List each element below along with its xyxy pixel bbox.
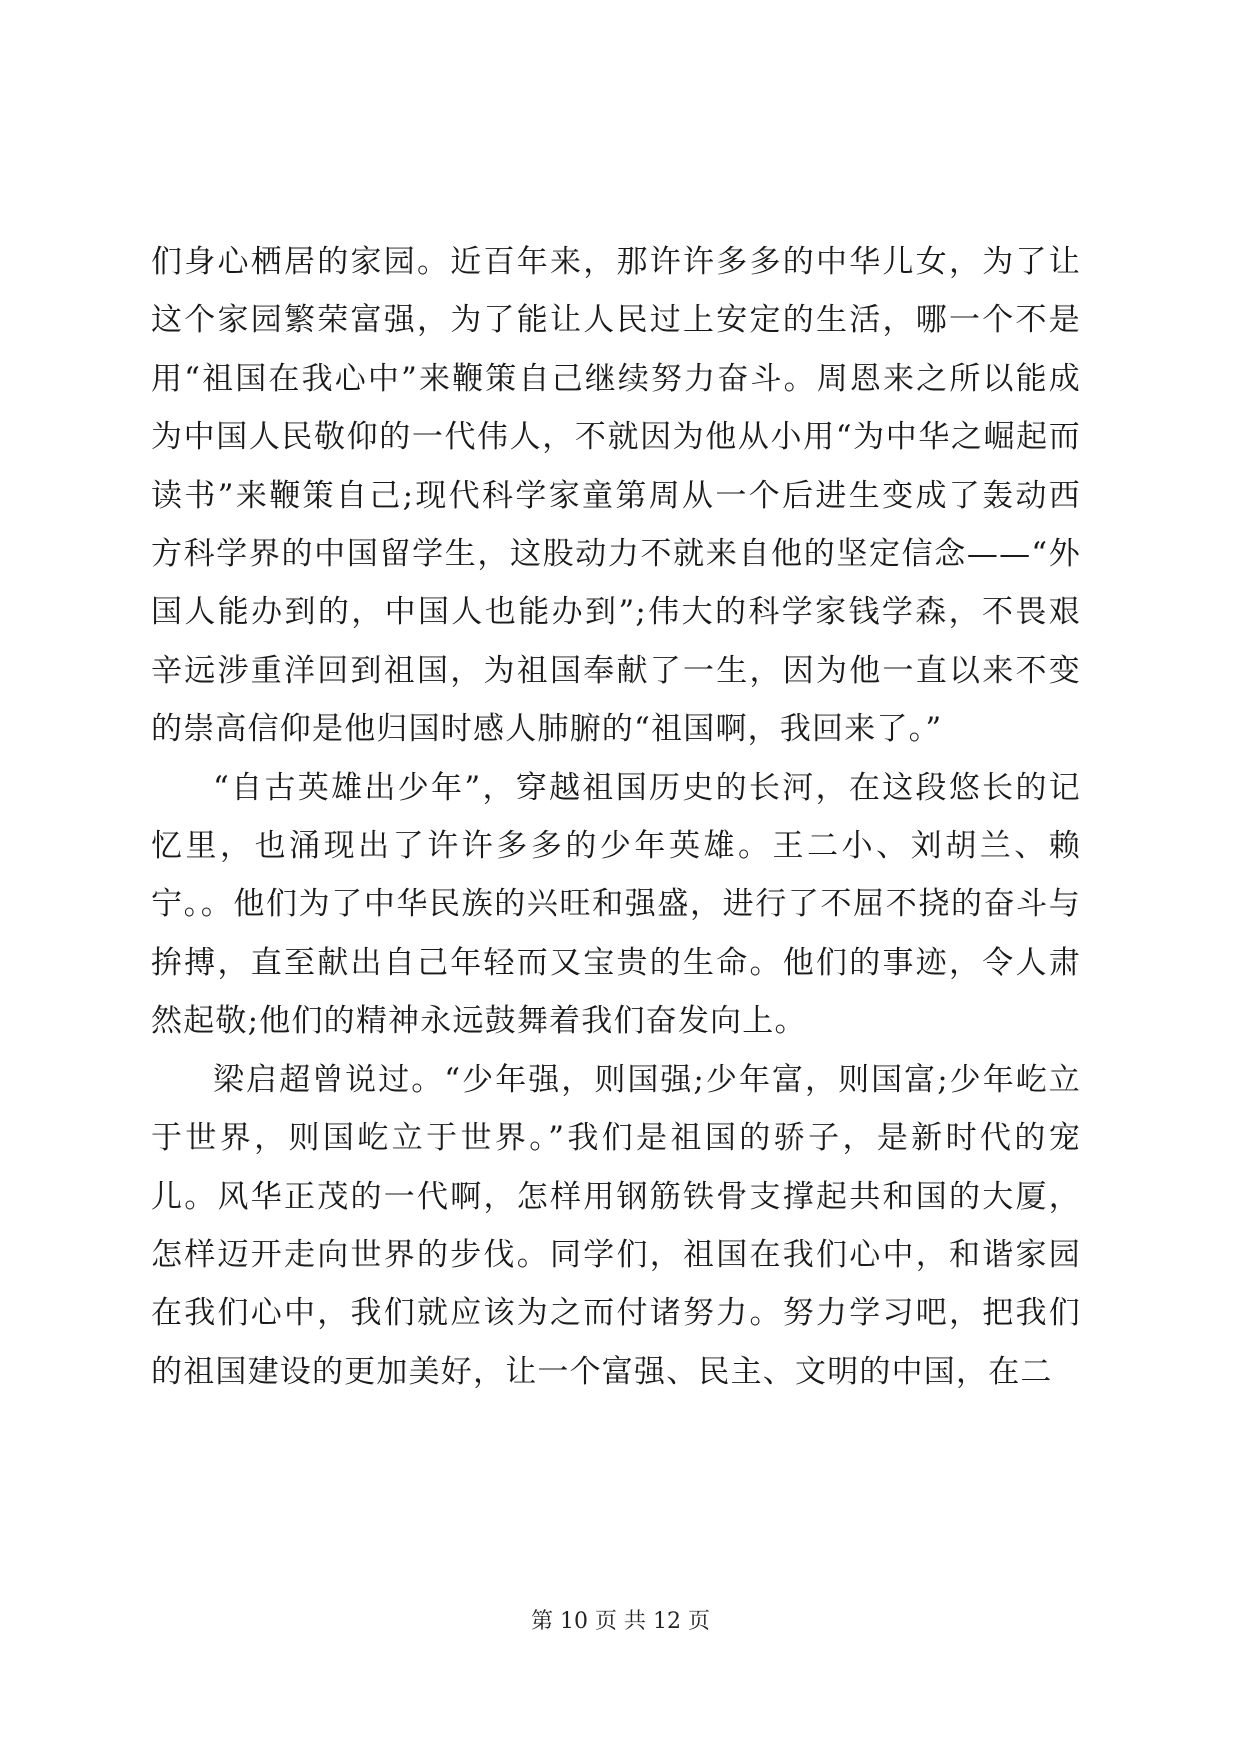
paragraph-2: “自古英雄出少年”，穿越祖国历史的长河，在这段悠长的记忆里，也涌现出了许许多多的少年英雄。王二小、刘胡兰、赖宁。。他们为了中华民族的兴旺和强盛，进行了不屈不挠的奋斗与拚搏，直至献出自己年轻而又宝贵的生命。他们的事迹，令人肃然起敬;他们的精神永远鼓舞着我们奋发向上。 <box>151 769 1081 1040</box>
page-number-footer: 第 10 页 共 12 页 <box>531 1609 710 1634</box>
paragraph-3: 梁启超曾说过。“少年强，则国强;少年富，则国富;少年屹立于世界，则国屹立于世界。”我们是祖国的骄子，是新时代的宠儿。风华正茂的一代啊，怎样用钢筋铁骨支撑起共和国的大厦，怎样迈开走向世界的步伐。同学们，祖国在我们心中，和谐家园在我们心中，我们就应该为之而付诸努力。努力学习吧，把我们的祖国建设的更加美好，让一个富强、民主、文明的中国，在二 <box>151 1061 1081 1390</box>
document-body <box>151 233 1081 1401</box>
paragraph-1: 们身心栖居的家园。近百年来，那许许多多的中华儿女，为了让这个家园繁荣富强，为了能让人民过上安定的生活，哪一个不是用“祖国在我心中”来鞭策自己继续努力奋斗。周恩来之所以能成为中国人民敬仰的一代伟人，不就因为他从小用“为中华之崛起而读书”来鞭策自己;现代科学家童第周从一个后进生变成了轰动西方科学界的中国留学生，这股动力不就来自他的坚定信念——“外国人能办到的，中国人也能办到”;伟大的科学家钱学森，不畏艰辛远涉重洋回到祖国，为祖国奉献了一生，因为他一直以来不变的崇高信仰是他归国时感人肺腑的“祖国啊，我回来了。” <box>151 244 1081 748</box>
